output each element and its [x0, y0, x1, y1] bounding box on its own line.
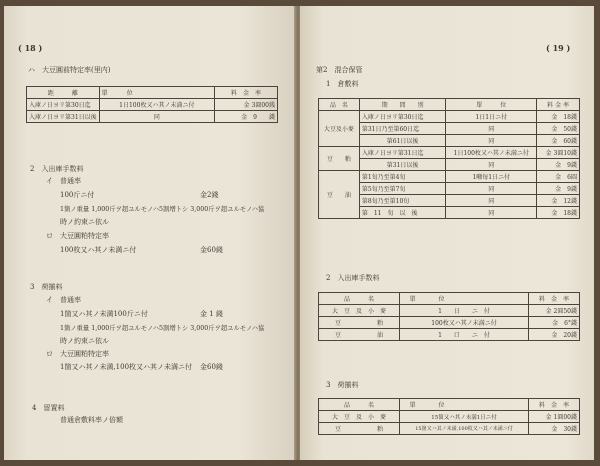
rate-value: 金60錢	[200, 363, 223, 371]
table-cell: 豆 粕	[319, 423, 400, 435]
table-cell: 金 6圓	[537, 171, 580, 183]
text-line: 時ノ約束ニ依ル	[60, 218, 109, 226]
column-header: 單 位	[400, 399, 529, 411]
table-row	[27, 99, 278, 111]
subsection-heading: ロ 大豆圓粕特定率	[46, 350, 109, 358]
group-cell: 大豆及小麥	[319, 111, 360, 147]
table-cell: 1日100枚又ハ其ノ未満ニ付	[99, 99, 214, 111]
rate-value: 金60錢	[200, 246, 223, 254]
text-line: 100枚又ハ其ノ未満ニ付	[60, 246, 137, 254]
table-cell: 第31日以後	[359, 159, 446, 171]
table-row	[319, 317, 580, 329]
table-row	[319, 171, 580, 183]
table-cell: 1日1日ニ付	[446, 111, 537, 123]
table-cell: 第5旬乃至第7旬	[359, 183, 446, 195]
table-cell: 金 2圓50錢	[529, 305, 580, 317]
table-row	[27, 111, 278, 123]
column-header: 距 離	[27, 87, 100, 99]
subsection-heading: ロ 大豆圓粕特定率	[46, 232, 109, 240]
table-cell: 大 豆 及 小 麥	[319, 305, 400, 317]
section-heading: ハ 大豆圓前特定率(里内)	[28, 66, 111, 74]
table-cell: 15箇又ハ其ノ未満,100枚又ハ其ノ未満ニ付	[400, 423, 529, 435]
table-cell: 同	[446, 207, 537, 219]
table-cell: 金 60錢	[537, 135, 580, 147]
table-row	[319, 329, 580, 341]
table-cell: 100枚又ハ其ノ未満ニ付	[400, 317, 529, 329]
text-line: 時ノ約束ニ依ル	[60, 337, 109, 345]
text-line: 1箇ノ重量 1,000斤ヲ超ユルモノハ5割増トシ 3,000斤ヲ超ユルモノハ協	[60, 325, 265, 332]
table-cell: 金 6°錢	[529, 317, 580, 329]
column-header: 單 位	[400, 293, 529, 305]
sorting-fee-table	[318, 398, 580, 435]
table-cell: 第 11 旬 以 後	[359, 207, 446, 219]
handling-fee-table	[318, 292, 580, 341]
rate-value: 金2錢	[200, 191, 219, 199]
column-header: 期 間 別	[359, 99, 446, 111]
table-cell: 1噸毎1日ニ付	[446, 171, 537, 183]
table-cell: 同	[99, 111, 214, 123]
table-cell: 金 30錢	[529, 423, 580, 435]
table-row	[319, 305, 580, 317]
group-cell: 豆 油	[319, 171, 360, 219]
table-cell: 金 9 錢	[215, 111, 278, 123]
table-cell: 金 18錢	[537, 111, 580, 123]
column-header: 料 金 率	[537, 99, 580, 111]
table-cell: 15箇又ハ其ノ未満1日ニ付	[400, 411, 529, 423]
column-header: 品 名	[319, 293, 400, 305]
section-heading: 2 入出庫手数料	[30, 165, 84, 173]
table-cell: 豆 粕	[319, 317, 400, 329]
column-header: 品 名	[319, 99, 360, 111]
rate-table	[26, 86, 278, 123]
rate-value: 金 1 錢	[200, 310, 223, 318]
table-cell: 第31日乃至第60日迄	[359, 123, 446, 135]
column-header: 料 金 率	[215, 87, 278, 99]
table-cell: 入庫ノ日ヨリ第31日以後	[27, 111, 100, 123]
table-row	[319, 111, 580, 123]
table-cell: 金 50錢	[537, 123, 580, 135]
table-cell: 豆 油	[319, 329, 400, 341]
table-cell: 金 3圓00銭	[215, 99, 278, 111]
text-line: 100斤ニ付	[60, 191, 95, 199]
column-header: 單 位	[99, 87, 214, 99]
table-cell: 金 18錢	[537, 207, 580, 219]
subsection-heading: イ 普通率	[46, 177, 81, 185]
table-cell: 第8旬乃至第10旬	[359, 195, 446, 207]
text-line: 1箇ノ重量 1,000斤ヲ超ユルモノハ5割増トシ 3,000斤ヲ超ユルモノハ協	[60, 206, 265, 213]
table-cell: 1日100枚又ハ其ノ未満ニ付	[446, 147, 537, 159]
table-row	[319, 147, 580, 159]
section-heading: 3 荷揃料	[326, 381, 359, 389]
section-heading: 1 倉敷料	[326, 80, 359, 88]
table-cell: 入庫ノ日ヨリ第30日迄	[27, 99, 100, 111]
group-cell: 豆 粕	[319, 147, 360, 171]
table-cell: 金 9錢	[537, 159, 580, 171]
table-cell: 同	[446, 159, 537, 171]
text-line: 1箇又ハ其ノ未満,100枚又ハ其ノ未満ニ付	[60, 363, 193, 371]
table-cell: 1 日 ニ 付	[400, 305, 529, 317]
storage-fee-table	[318, 98, 580, 219]
column-header: 料 金 率	[529, 399, 580, 411]
table-cell: 同	[446, 183, 537, 195]
text-line: 普通倉敷料率ノ倍額	[60, 416, 123, 424]
table-cell: 金 3圓10錢	[537, 147, 580, 159]
section-heading: 2 入出庫手数料	[326, 274, 380, 282]
table-cell: 第61日以後	[359, 135, 446, 147]
table-cell: 金 9錢	[537, 183, 580, 195]
table-cell: 第1旬乃至第4旬	[359, 171, 446, 183]
table-cell: 金 20錢	[529, 329, 580, 341]
subsection-heading: イ 普通率	[46, 296, 81, 304]
page-number: ( 19 )	[546, 43, 571, 53]
table-cell: 金 12錢	[537, 195, 580, 207]
table-cell: 同	[446, 135, 537, 147]
table-row	[319, 411, 580, 423]
table-row	[319, 423, 580, 435]
table-cell: 1 口 ニ 付	[400, 329, 529, 341]
table-cell: 入庫ノ日ヨリ第31日迄	[359, 147, 446, 159]
column-header: 品 名	[319, 399, 400, 411]
table-cell: 金 1圓00錢	[529, 411, 580, 423]
table-cell: 大 豆 及 小 麥	[319, 411, 400, 423]
column-header: 料 金 率	[529, 293, 580, 305]
table-cell: 入庫ノ日ヨリ第30日迄	[359, 111, 446, 123]
left-page	[4, 6, 296, 460]
column-header: 單 位	[446, 99, 537, 111]
section-heading: 3 荷揃料	[30, 283, 63, 291]
page-number: ( 18 )	[18, 43, 43, 53]
text-line: 1箇又ハ其ノ未満100斤ニ付	[60, 310, 148, 318]
section-title: 第2 混合保管	[316, 66, 363, 74]
table-cell: 同	[446, 195, 537, 207]
right-page	[300, 6, 594, 460]
section-heading: 4 留置料	[32, 404, 65, 412]
table-cell: 同	[446, 123, 537, 135]
